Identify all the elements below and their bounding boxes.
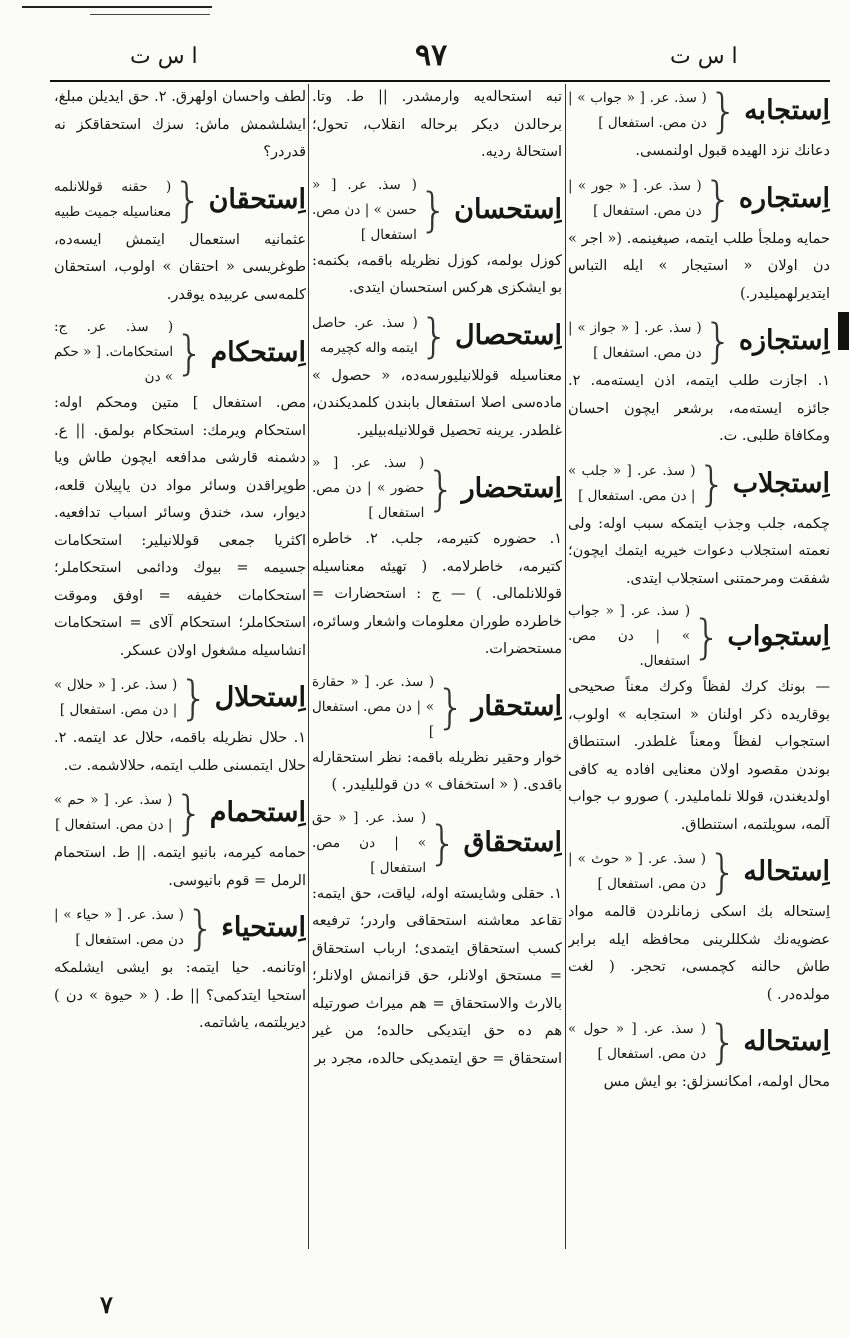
dictionary-entry [568, 314, 830, 451]
top-rule-short [90, 14, 210, 15]
brace-mark: { [708, 845, 738, 899]
brace-mark: { [708, 84, 739, 138]
definition: اِستحاله بك اسکی زمانلردن قالمه مواد عضویه‌نك شکللرینی محافظه ایله برابر طاش حالنه کچمسی، تحجر. ( لغت مولده‌در. ) [568, 904, 830, 1003]
etymology: ( سذ. عر. [ « جواز » | دن مص. استفعال ] [568, 320, 702, 361]
etymology: ( سذ. عر. [ « حق » | دن مص. استفعال ] [312, 809, 427, 876]
definition: معناسیله قوللانیلیورسه‌ده، « حصول » ماده‌سی اصلا استفعال بابندن کلمدیکندن، غلطدر. یرینه تحصیل قوللانیله‌بیلیر. [312, 367, 562, 439]
etymology: ( سذ. عر. [ « حوث » | دن مص. استفعال ] [568, 851, 707, 892]
definition: ١. حقلی وشایسته اوله، لیاقت، حق ایتمه: تقاعد معاشنه استحقاقی واردر؛ ترفیعه کسب استحقاق ایتمدی؛ ارباب استحقاق = مستحق اولانلر، حق قزانمش اولانلر؛ بالارث والاستحقاق = هم میراث صورتیله هم ده حق ایتدیکی حالده؛ من غیر استحقاق = حق ایتمدیکی حالده، مجرد بر [312, 885, 562, 1067]
brace-mark: { [703, 314, 733, 368]
entry-head [568, 845, 830, 899]
brace-mark: { [173, 172, 203, 227]
definition: لطف واحسان اولهرق. ٢. حق ایدیلن مبلغ، ایشلشمش ماش: سزك استحقاقکز نه قدردر؟ [54, 89, 306, 160]
definition: مص. استفعال ] متین ومحکم اوله: استحکام ویرمك: استحکام بولمق. || ع. دشمنه قارشی مدافعه ایچون طاش ویا طوپراقدن وسائر مواد دن یاپیلان قلعه، دیوار، سد، خندق وسائر اسباب تدافعیه. اکثریا جمعی قوللانیلیر: استحکامات جسیمه = بیوك ودائمی استحکاملر؛ استحکامات خفیفه = اوفق وموقت استحکاملر؛ استحکام آلای = استحکامات انشاسیله مشغول اولان عسکر. [54, 395, 306, 659]
definition: چکمه، جلب وجذب ایتمکه سبب اوله: ولی نعمته استجلاب دعوات خیریه ایتمك ایچون؛ شفقت ومرحمتنی استجلاب ایتدی. [568, 515, 830, 587]
etymology: ( سذ. عر. [ « حضور » | دن مص. استفعال ] [312, 455, 425, 521]
signature-mark: ٧ [100, 1290, 113, 1319]
headword: اِستجازه [738, 325, 830, 356]
dictionary-entry [312, 670, 562, 800]
headword: اِستحضار [461, 472, 562, 504]
etymology: ( سذ. عر. [ « حسن » | دن مص. استفعال ] [312, 176, 417, 243]
etymology: ( سذ. عر. حاصل ایتمه واله کچیرمه [312, 314, 418, 356]
column-left [54, 84, 306, 1256]
definition: حمامه کیرمه، بانیو ایتمه. || ط. استحمام الرمل = قوم بانیوسی. [54, 845, 306, 889]
headword: اِستجلاب [732, 467, 830, 499]
dictionary-entry [54, 173, 306, 310]
headword: اِستحاله [743, 856, 830, 887]
entry-head [312, 806, 562, 881]
brace-mark: { [703, 171, 733, 226]
definition: محال اولمه، امکانسزلق: بو ایش مس‌ [603, 1074, 830, 1090]
column-rule [565, 84, 566, 1249]
headword: اِستحصال [455, 319, 562, 351]
etymology: ( سذ. عر. [ « حلال » | دن مص. استفعال ] [54, 677, 178, 718]
etymology: ( سذ. عر. [ « جواب » | دن مص. استفعال ] [568, 90, 707, 131]
brace-mark: { [419, 308, 450, 363]
entry-head [568, 314, 830, 368]
entry-head [54, 786, 306, 840]
dictionary-entry [568, 457, 830, 594]
brace-mark: { [179, 671, 209, 725]
definition: ١. حلال نظریله باقمه، حلال عد ایتمه. ٢. حلال ایتمسنی طلب ایتمه، حلالاشمه. ت. [54, 730, 306, 774]
dictionary-entry [568, 1015, 830, 1097]
dictionary-entry [312, 451, 562, 664]
etymology: ( سذ. عر. [ « جلب » | دن مص. استفعال ] [568, 462, 696, 504]
definition: حمایه وملجأ طلب ایتمه، صیغینمه. (« اجر » دن اولان « استیجار » ایله التباس ایتدیرلهمیلیدر.) [568, 230, 830, 302]
headword: اِستجواب [727, 620, 830, 652]
headword: اِستجابه [744, 95, 830, 126]
dictionary-entry [312, 309, 562, 446]
etymology: ( سذ. عر. [ « جواب » | دن مص. استفعال. [568, 603, 691, 669]
headword: اِستحقان [208, 183, 306, 215]
entry-head [568, 457, 830, 511]
headword: اِستجاره [738, 182, 830, 214]
definition: اوتانمه. حیا ایتمه: بو ایشی ایشلمکه استحیا ایتدکمی؟ || ط. ( « حیوة » دن ) دیریلتمه، یاشاتمه. [54, 960, 306, 1031]
page-number: ٩٧ [415, 38, 448, 73]
definition: ١. حضوره کتیرمه، جلب. ٢. خاطره کتیرمه، خاطرلامه. ( تهیئه معناسیله قوللانلمالی. ) — ج : استحضارات = خاطرده طوران معلومات واشعار وسائره، مستحضرات. [312, 531, 562, 657]
dictionary-entry [54, 315, 306, 665]
page-header [50, 34, 830, 82]
etymology: ( حقنه قوللانلمه معناسیله جمیت طبیه [54, 178, 172, 220]
brace-mark: { [174, 786, 204, 840]
dictionary-entry [54, 84, 306, 167]
brace-mark: { [692, 609, 722, 664]
etymology: ( سذ. عر. [ « حم » | دن مص. استفعال ] [54, 792, 173, 833]
brace-mark: { [185, 901, 216, 955]
running-head-left: ا س ت [130, 44, 198, 69]
headword: اِستحسان [454, 194, 562, 225]
headword: اِستحکام [210, 336, 306, 368]
definition: ١. اجازت طلب ایتمه، اذن ایسته‌مه. ٢. جائزه ایسته‌مه، برشعر ایچون احسان ومکافاة طلبی. ت. [568, 373, 830, 444]
brace-mark: { [418, 183, 449, 237]
dictionary-entry [312, 806, 562, 1074]
brace-mark: { [175, 325, 205, 380]
brace-mark: { [436, 680, 466, 734]
column-rule [308, 84, 309, 1249]
dictionary-entry [568, 172, 830, 309]
definition: دعانك نزد الهیده قبول اولنمسی. [635, 143, 830, 159]
headword: اِستحقار [471, 691, 562, 722]
etymology: ( سذ. عر. [ « جور » | دن مص. استفعال ] [568, 177, 702, 219]
top-rule [22, 6, 212, 8]
etymology: ( سذ. عر. [ « حیاء » | دن مص. استفعال ] [54, 907, 184, 948]
entry-head [312, 670, 562, 745]
entry-head [568, 84, 830, 138]
entry-head [54, 315, 306, 390]
dictionary-entry [568, 84, 830, 166]
dictionary-entry [568, 845, 830, 1009]
headword: اِستحلال [214, 682, 306, 713]
entry-head [312, 173, 562, 248]
etymology: ( سذ. عر. [ « حقارة » | دن مص. استفعال ] [312, 673, 435, 740]
headword: اِستحقاق [463, 827, 562, 858]
dictionary-entry [54, 671, 306, 780]
brace-mark: { [428, 816, 458, 870]
headword: اِستحمام [209, 797, 306, 828]
dictionary-entry [312, 173, 562, 303]
definition: کوزل بولمه، کوزل نظریله باقمه، بکنمه: بو ایشکزی هرکس استحسان ایتدی. [312, 252, 562, 296]
dictionary-entry [54, 786, 306, 895]
entry-head [312, 309, 562, 363]
brace-mark: { [697, 456, 727, 511]
thumb-index-tab [838, 312, 849, 350]
entry-head [568, 1015, 830, 1069]
definition: عثمانیه استعمال ایتمش ایسه‌ده، طوغریسی « احتقان » اولوب، استحقان کلمه‌سی عربیده یوقدر. [54, 231, 306, 303]
dictionary-entry [568, 599, 830, 839]
entry-head [568, 172, 830, 226]
entry-head [568, 599, 830, 674]
dictionary-entry [54, 901, 306, 1038]
running-head-right: ا س ت [670, 44, 738, 69]
entry-head [54, 173, 306, 227]
headword: اِستحیاء [221, 912, 306, 943]
headword: اِستحاله [743, 1026, 830, 1057]
column-right [568, 84, 830, 1256]
definition: تبه استحاله‌یه وارمشدر. || ط. وتا. برحالدن دیکر برحاله انقلاب، تحول؛ استحالهٔ ردیه. [312, 89, 562, 160]
entry-head [312, 451, 562, 526]
entry-head [54, 671, 306, 725]
definition: — بونك كرك لفظاً وكرك معناً صحیحی بوقاریده ذکر اولنان « استجابه » اولوب، استجواب لفظاً ومعناً غلطدر. استنطاق بوندن مقصود اولان معنایی افاده یه کافی اولدیغندن، قوللا نلماملیدر. ) صورو ب جواب آلمه، سویلتمه، استنطاق. [568, 679, 830, 833]
brace-mark: { [708, 1015, 738, 1069]
etymology: ( سذ. عر. [ « حول » دن مص. استفعال ] [568, 1021, 707, 1062]
etymology: ( سذ. عر. ج: استحکامات. [ « حکم » دن [54, 319, 174, 385]
definition: خوار وحقیر نظریله باقمه: نظر استحقارله باقدی. ( « استخفاف » دن قوللیلیدر. ) [312, 749, 562, 793]
entry-head [54, 901, 306, 955]
column-middle [312, 84, 562, 1256]
dictionary-entry [312, 84, 562, 167]
brace-mark: { [426, 461, 456, 516]
